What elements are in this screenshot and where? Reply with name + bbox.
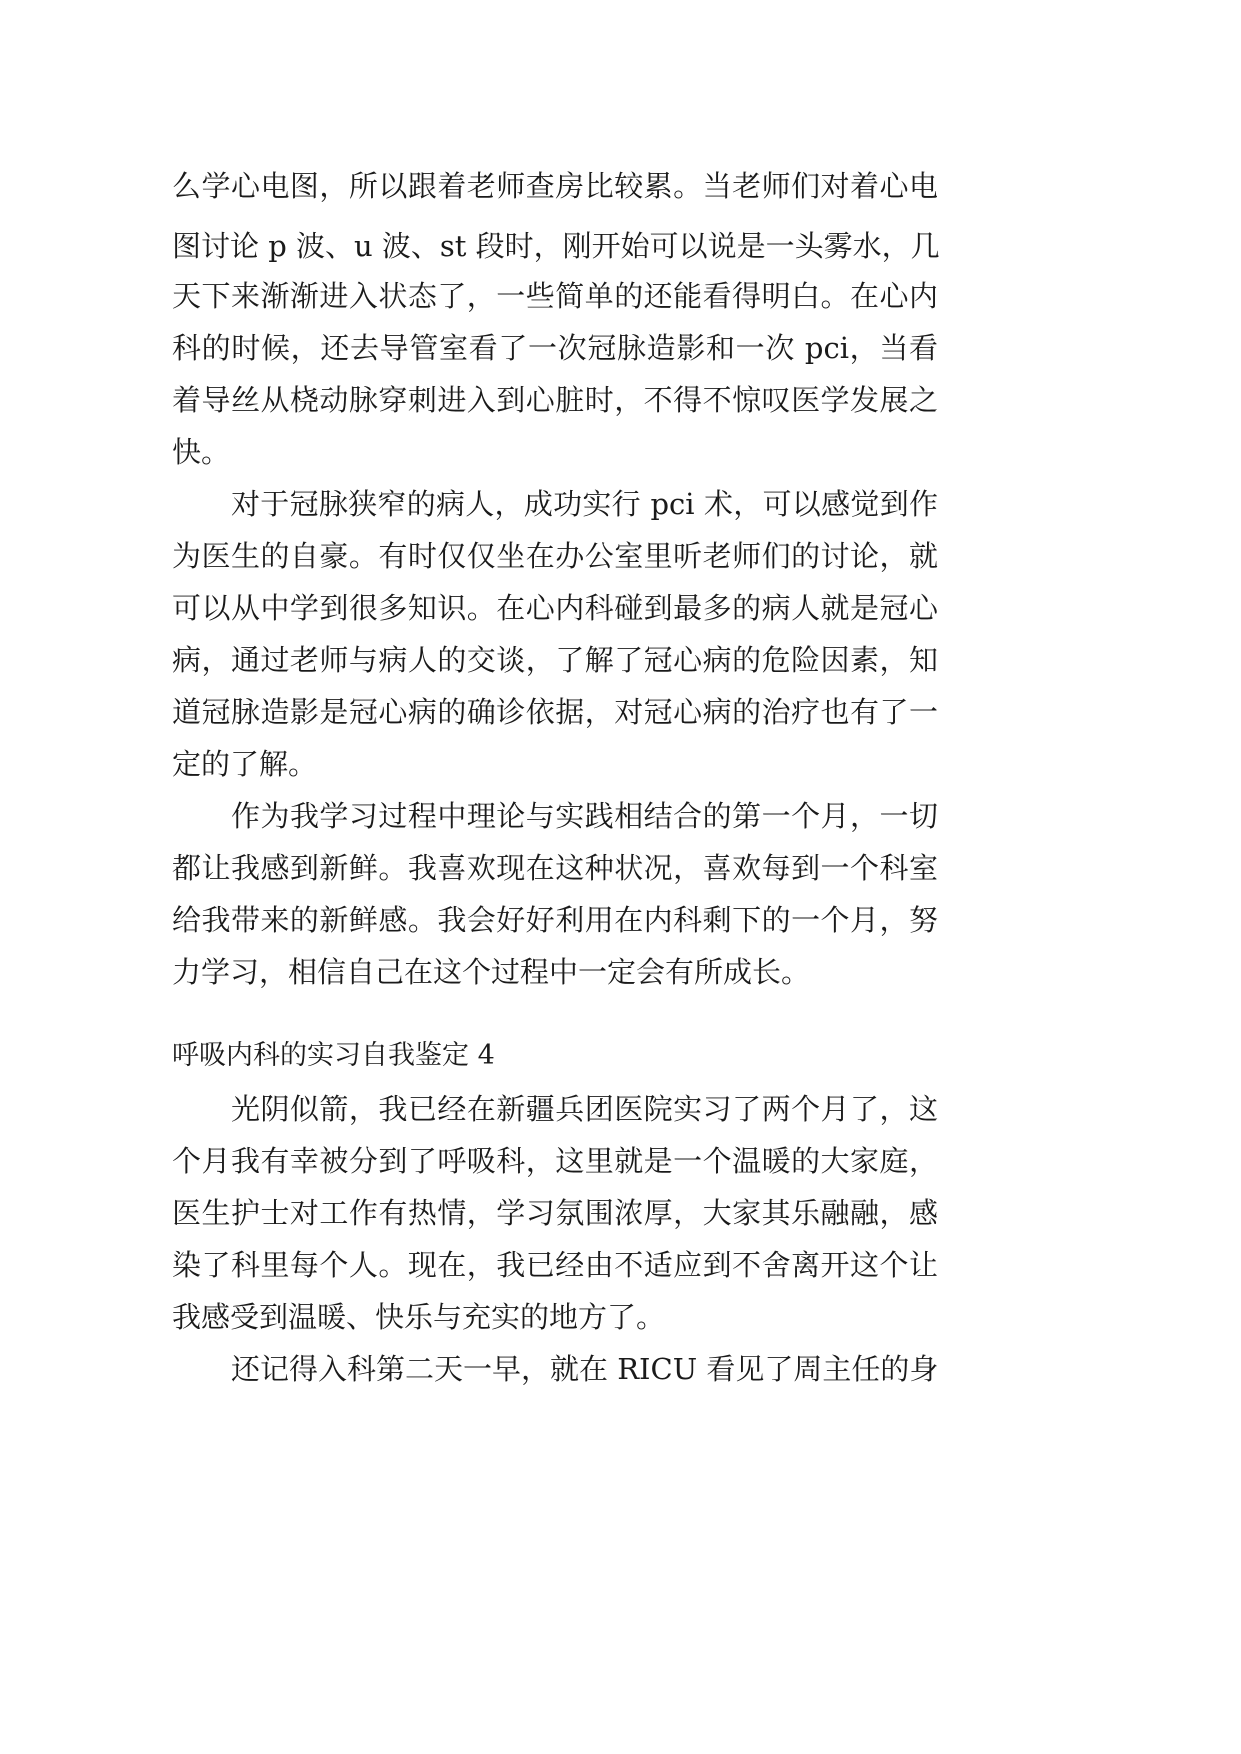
text-line: 作为我学习过程中理论与实践相结合的第一个月，一切 [231,799,938,833]
text-line: 染了科里每个人。现在，我已经由不适应到不舍离开这个让 [172,1248,938,1282]
text-line: 对于冠脉狭窄的病人，成功实行 pci 术，可以感觉到作 [231,487,938,521]
text-line: 我感受到温暖、快乐与充实的地方了。 [172,1300,666,1334]
text-line: 可以从中学到很多知识。在心内科碰到最多的病人就是冠心 [172,591,938,625]
text-line: 个月我有幸被分到了呼吸科，这里就是一个温暖的大家庭， [172,1144,938,1178]
text-line: 还记得入科第二天一早，就在 RICU 看见了周主任的身 [231,1352,939,1386]
text-line: 都让我感到新鲜。我喜欢现在这种状况，喜欢每到一个科室 [172,851,938,885]
text-line: 科的时候，还去导管室看了一次冠脉造影和一次 pci，当看 [172,331,938,365]
text-line: 病，通过老师与病人的交谈，了解了冠心病的危险因素，知 [172,643,938,677]
text-line: 图讨论 p 波、u 波、st 段时，刚开始可以说是一头雾水，几 [172,229,940,263]
text-line: 着导丝从桡动脉穿刺进入到心脏时，不得不惊叹医学发展之 [172,383,938,417]
text-line: 医生护士对工作有热情，学习氛围浓厚，大家其乐融融，感 [172,1196,938,1230]
text-line: 天下来渐渐进入状态了，一些简单的还能看得明白。在心内 [172,279,938,313]
text-line: 快。 [172,435,231,469]
text-line: 力学习，相信自己在这个过程中一定会有所成长。 [172,955,811,989]
text-line: 么学心电图，所以跟着老师查房比较累。当老师们对着心电 [172,169,938,203]
text-line: 给我带来的新鲜感。我会好好利用在内科剩下的一个月，努 [172,903,938,937]
text-line: 定的了解。 [172,747,318,781]
section-heading: 呼吸内科的实习自我鉴定 4 [172,1040,495,1071]
text-line: 光阴似箭，我已经在新疆兵团医院实习了两个月了，这 [231,1092,938,1126]
text-line: 为医生的自豪。有时仅仅坐在办公室里听老师们的讨论，就 [172,539,938,573]
text-line: 道冠脉造影是冠心病的确诊依据，对冠心病的治疗也有了一 [172,695,938,729]
